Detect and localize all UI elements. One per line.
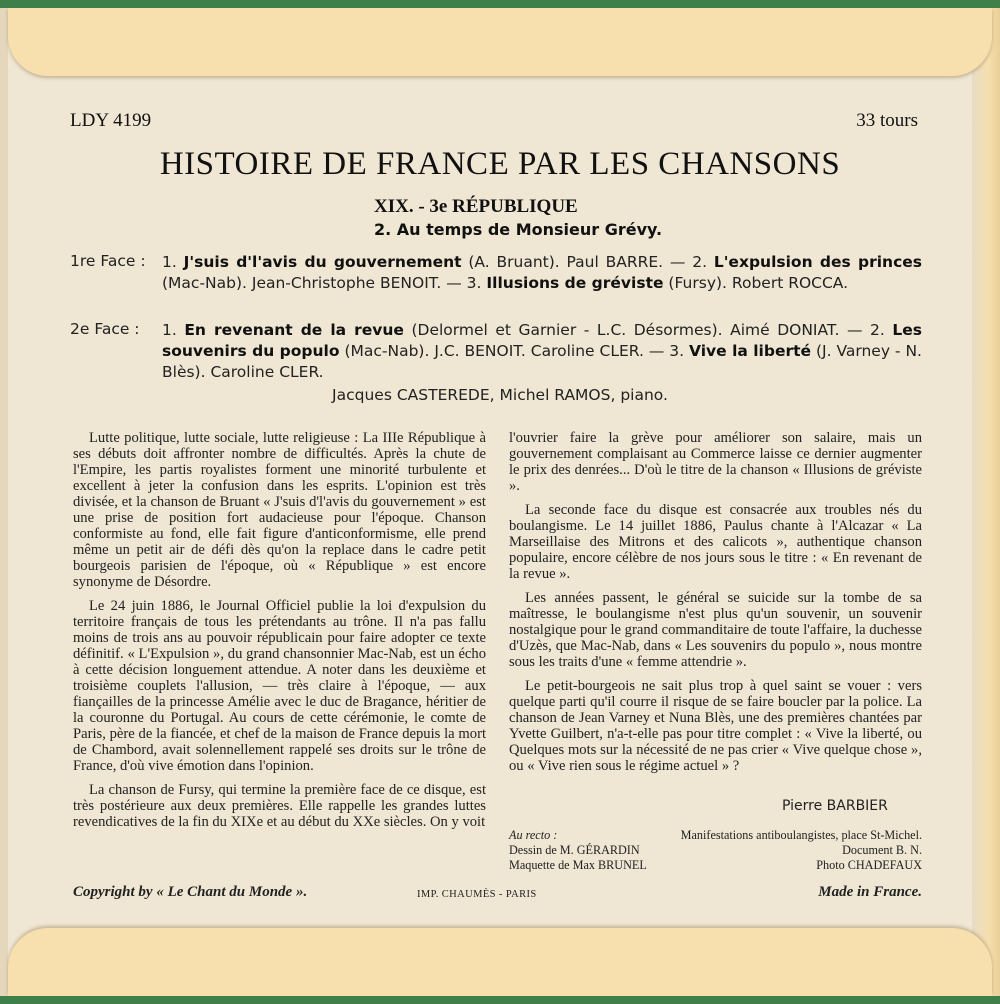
album-title: HISTOIRE DE FRANCE PAR LES CHANSONS bbox=[159, 146, 841, 182]
made-in-notice: Made in France. bbox=[818, 884, 922, 900]
track-credit: (A. Bruant). Paul BARRE. — 2. bbox=[461, 253, 714, 271]
top-glued-flap bbox=[8, 8, 992, 76]
face-1-tracklist bbox=[162, 252, 922, 294]
track-title: En revenant de la revue bbox=[184, 321, 404, 339]
credits-block bbox=[509, 828, 922, 873]
liner-paragraph: La chanson de Fursy, qui termine la première face de ce disque, est très postérieure aux deux premières. Elle rappelle les grandes luttes revendicatives de la fin du XIXe et au début du XXe siècles. On y voit bbox=[73, 782, 486, 830]
recto-label: Au recto : bbox=[509, 828, 558, 842]
author-signature: Pierre BARBIER bbox=[782, 798, 888, 814]
credit-row bbox=[509, 828, 922, 843]
track-title: J'suis d'l'avis du gouvernement bbox=[183, 253, 462, 271]
photo-credit: Photo CHADEFAUX bbox=[816, 858, 922, 872]
credit-row bbox=[509, 858, 922, 873]
performers: Jacques CASTEREDE, Michel RAMOS, piano. bbox=[332, 386, 668, 404]
maquette-credit: Maquette de Max BRUNEL bbox=[509, 858, 647, 872]
track-credit: (Fursy). Robert ROCCA. bbox=[663, 274, 849, 292]
record-speed: 33 tours bbox=[856, 110, 918, 131]
track-title: L'expulsion des princes bbox=[713, 253, 923, 271]
liner-paragraph: Le petit-bourgeois ne sait plus trop à quel saint se vouer : vers quelque parti qu'il courre il risque de se faire boucler par la police. La chanson de Jean Varney et Nuna Blès, une des premières chantées par Yvette Guilbert, n'a-t-elle pas pour titre complet : « Vive la liberté, ou Quelques mots sur la nécessité de ne pas crier « Vive quelque chose », ou « Vive rien sous le régime actuel » ? bbox=[509, 678, 922, 774]
track-credit: (Mac-Nab). J.C. BENOIT. Caroline CLER. — 3. bbox=[339, 342, 690, 360]
recto-description: Manifestations antiboulangistes, place St-Michel. bbox=[680, 828, 922, 842]
top-edge-stripe bbox=[0, 0, 1000, 8]
track-credit: 1. bbox=[162, 321, 185, 339]
liner-paragraph: Les années passent, le général se suicide sur la tombe de sa maîtresse, le boulangisme n'est plus qu'un souvenir, un souvenir nostalgique pour le grand commanditaire de toute l'affaire, la duchesse d'Uzès, que Mac-Nab, dans « Les souvenirs du populo », nous montre sous les traits d'une « femme attendrie ». bbox=[509, 590, 922, 670]
track-credit: (J. Varney - N. Blès). Caroline CLER. bbox=[162, 342, 922, 381]
liner-paragraph: Lutte politique, lutte sociale, lutte religieuse : La IIIe République à ses débuts doit affronter nombre de difficultés. Après la chute de l'Empire, les partis royalistes forment une minorité turbulente et excellent à jeter la confusion dans les esprits. L'opinion est très divisée, et la chanson de Bruant « J'suis d'l'avis du gouvernement » est une prise de position fort audacieuse pour l'époque. Chanson conformiste au fond, elle fait figure d'anticonformisme, elle prend même un petit air de défi dès qu'on la replace dans le cadre petit bourgeois parisien de l'époque, où « République » est encore synonyme de Désordre. bbox=[73, 430, 486, 590]
track-credit: (Mac-Nab). Jean-Christophe BENOIT. — 3. bbox=[162, 274, 487, 292]
catalog-number: LDY 4199 bbox=[70, 110, 152, 131]
liner-paragraph: La seconde face du disque est consacrée aux troubles nés du boulangisme. Le 14 juillet 1886, Paulus chante à l'Alcazar « La Marseillaise des Mitrons et des calicots », authentique chanson populaire, encore célèbre de nos jours sous le titre : « En revenant de la revue ». bbox=[509, 502, 922, 582]
track-credit: (Delormel et Garnier - L.C. Désormes). Aimé DONIAT. — 2. bbox=[403, 321, 893, 339]
album-subtitle-2: 2. Au temps de Monsieur Grévy. bbox=[374, 220, 663, 239]
document-credit: Document B. N. bbox=[842, 843, 922, 857]
dessin-credit: Dessin de M. GÉRARDIN bbox=[509, 843, 640, 857]
bottom-glued-flap bbox=[8, 928, 992, 996]
track-credit: 1. bbox=[162, 253, 184, 271]
track-title: Les souvenirs du populo bbox=[162, 321, 923, 360]
track-title: Illusions de gréviste bbox=[486, 274, 664, 292]
track-title: Vive la liberté bbox=[689, 342, 812, 360]
face-1-label: 1re Face : bbox=[70, 252, 146, 270]
bottom-edge-stripe bbox=[0, 996, 1000, 1004]
printer-credit: IMP. CHAUMÈS - PARIS bbox=[417, 889, 537, 900]
credit-row bbox=[509, 843, 922, 858]
album-subtitle: XIX. - 3e RÉPUBLIQUE bbox=[374, 196, 578, 217]
face-2-label: 2e Face : bbox=[70, 320, 140, 338]
liner-notes-right-column bbox=[509, 430, 922, 782]
liner-paragraph: l'ouvrier faire la grève pour améliorer son salaire, mais un gouvernement complaisant au Commerce laisse ce dernier augmenter le prix des denrées... D'où le titre de la chanson « Illusions de gréviste ». bbox=[509, 430, 922, 494]
face-2-tracklist bbox=[162, 320, 922, 383]
liner-paragraph: Le 24 juin 1886, le Journal Officiel publie la loi d'expulsion du territoire français de tous les prétendants au trône. Il n'a pas fallu moins de trois ans au pouvoir républicain pour faire adopter ce texte définitif. « L'Expulsion », du grand chansonnier Mac-Nab, est un écho à cette décision longuement attendue. A noter dans les deuxième et troisième couplets l'allusion, — très claire à l'époque, — aux fiançailles de la princesse Amélie avec le duc de Bragance, héritier de la couronne du Portugal. Au cours de cette cérémonie, le comte de Paris, père de la fiancée, et chef de la maison de France depuis la mort de Chambord, avait solennellement rappelé ses droits sur le trône de France, d'où vive émotion dans l'opinion. bbox=[73, 598, 486, 774]
liner-notes-left-column bbox=[73, 430, 486, 838]
copyright-notice: Copyright by « Le Chant du Monde ». bbox=[73, 884, 308, 900]
